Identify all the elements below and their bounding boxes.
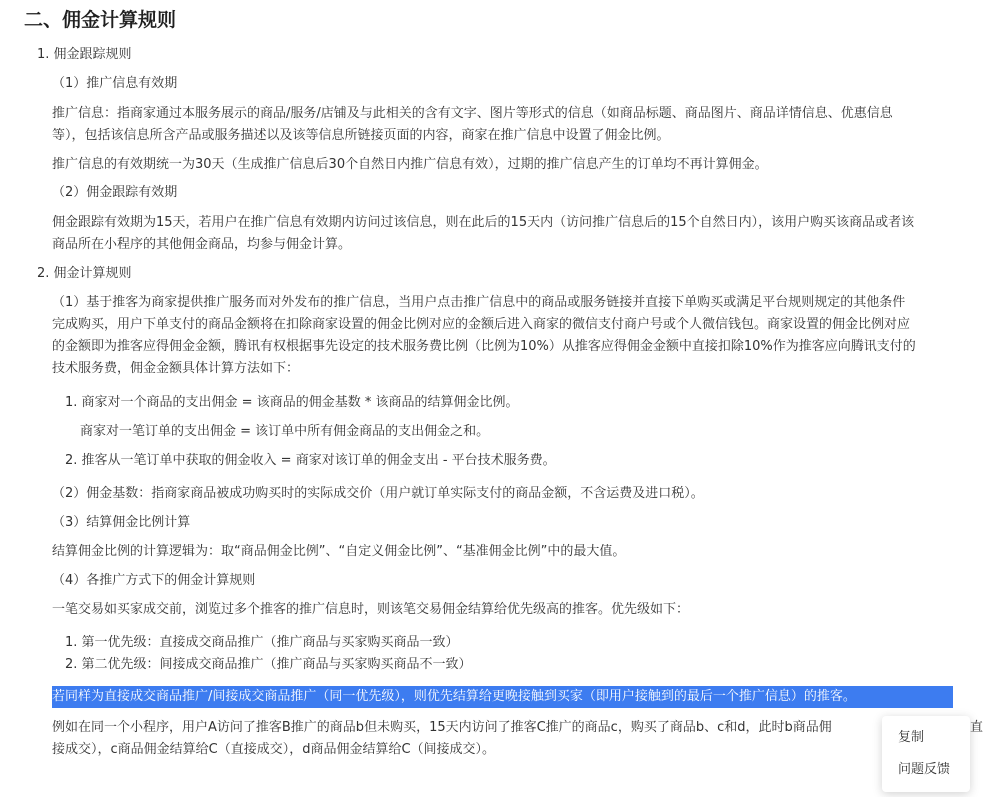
rule-title-calculation: 2. 佣金计算规则: [37, 266, 132, 281]
calculation-paragraph-line4: 技术服务费，佣金金额具体计算方法如下：: [52, 361, 300, 376]
example-paragraph-line2: 接成交），c商品佣金结算给C（直接成交），d商品佣金结算给C（间接成交）。: [52, 742, 496, 757]
commission-base-paragraph: （2）佣金基数：指商家商品被成功购买时的实际成交价（用户就订单实际支付的商品金额，不含运费及进口税）。: [52, 486, 704, 501]
formula-item-1b: 商家对一笔订单的支出佣金 = 该订单中所有佣金商品的支出佣金之和。: [80, 424, 490, 439]
rule-title-tracking: 1. 佣金跟踪规则: [37, 47, 132, 62]
context-menu: [882, 716, 970, 792]
tracking-validity-line1: 佣金跟踪有效期为15天，若用户在推广信息有效期内访问过该信息，则在此后的15天内（访问推广信息后的15个自然日内），该用户购买该商品或者该: [52, 215, 915, 230]
section-heading: 二、佣金计算规则: [24, 9, 177, 31]
calculation-paragraph-line3: 的金额即为推客应得佣金金额，腾讯有权根据事先设定的技术服务费比例（比例为10%）从推客应得佣金金额中直接扣除10%作为推客应向腾讯支付的: [52, 339, 916, 354]
subtitle-promotion-methods: （4）各推广方式下的佣金计算规则: [52, 573, 256, 588]
tracking-validity-line2: 商品所在小程序的其他佣金商品，均参与佣金计算。: [52, 237, 352, 252]
subtitle-tracking-validity: （2）佣金跟踪有效期: [52, 185, 178, 200]
subtitle-promo-validity: （1）推广信息有效期: [52, 76, 178, 91]
promo-info-definition-line1: 推广信息：指商家通过本服务展示的商品/服务/店铺及与此相关的含有文字、图片等形式的信息（如商品标题、商品图片、商品详情信息、优惠信息: [52, 106, 893, 121]
feedback-menu-item[interactable]: 问题反馈: [898, 762, 951, 777]
priority-item-1: 1. 第一优先级：直接成交商品推广（推广商品与买家购买商品一致）: [65, 635, 459, 650]
calculation-paragraph-line1: （1）基于推客为商家提供推广服务而对外发布的推广信息，当用户点击推广信息中的商品或服务链接并直接下单购买或满足平台规则规定的其他条件: [52, 295, 906, 310]
selected-text[interactable]: 若同样为直接成交商品推广/间接成交商品推广（同一优先级），则优先结算给更晚接触到买家（即用户接触到的最后一个推广信息）的推客。: [52, 689, 856, 704]
promo-validity-paragraph: 推广信息的有效期统一为30天（生成推广信息后30个自然日内推广信息有效），过期的推广信息产生的订单均不再计算佣金。: [52, 157, 768, 172]
priority-item-2: 2. 第二优先级：间接成交商品推广（推广商品与买家购买商品不一致）: [65, 657, 472, 672]
formula-item-2: 2. 推客从一笔订单中获取的佣金收入 = 商家对该订单的佣金支出 - 平台技术服务费。: [65, 453, 556, 468]
example-paragraph-line1: 例如在同一个小程序，用户A访问了推客B推广的商品b但未购买，15天内访问了推客C推广的商品c，购买了商品b、c和d，此时b商品佣: [52, 720, 832, 735]
copy-menu-item[interactable]: 复制: [898, 730, 925, 745]
example-paragraph-line1-tail: 直: [970, 720, 984, 735]
formula-item-1: 1. 商家对一个商品的支出佣金 = 该商品的佣金基数 * 该商品的结算佣金比例。: [65, 395, 519, 410]
promotion-methods-paragraph: 一笔交易如买家成交前，浏览过多个推客的推广信息时，则该笔交易佣金结算给优先级高的推客。优先级如下：: [52, 602, 690, 617]
calculation-paragraph-line2: 完成购买，用户下单支付的商品金额将在扣除商家设置的佣金比例对应的金额后进入商家的微信支付商户号或个人微信钱包。商家设置的佣金比例对应: [52, 317, 911, 332]
promo-info-definition-line2: 等），包括该信息所含产品或服务描述以及该等信息所链接页面的内容，商家在推广信息中设置了佣金比例。: [52, 128, 670, 143]
subtitle-settlement-ratio: （3）结算佣金比例计算: [52, 515, 191, 530]
settlement-ratio-paragraph: 结算佣金比例的计算逻辑为：取“商品佣金比例”、“自定义佣金比例”、“基准佣金比例”中的最大值。: [52, 544, 626, 559]
